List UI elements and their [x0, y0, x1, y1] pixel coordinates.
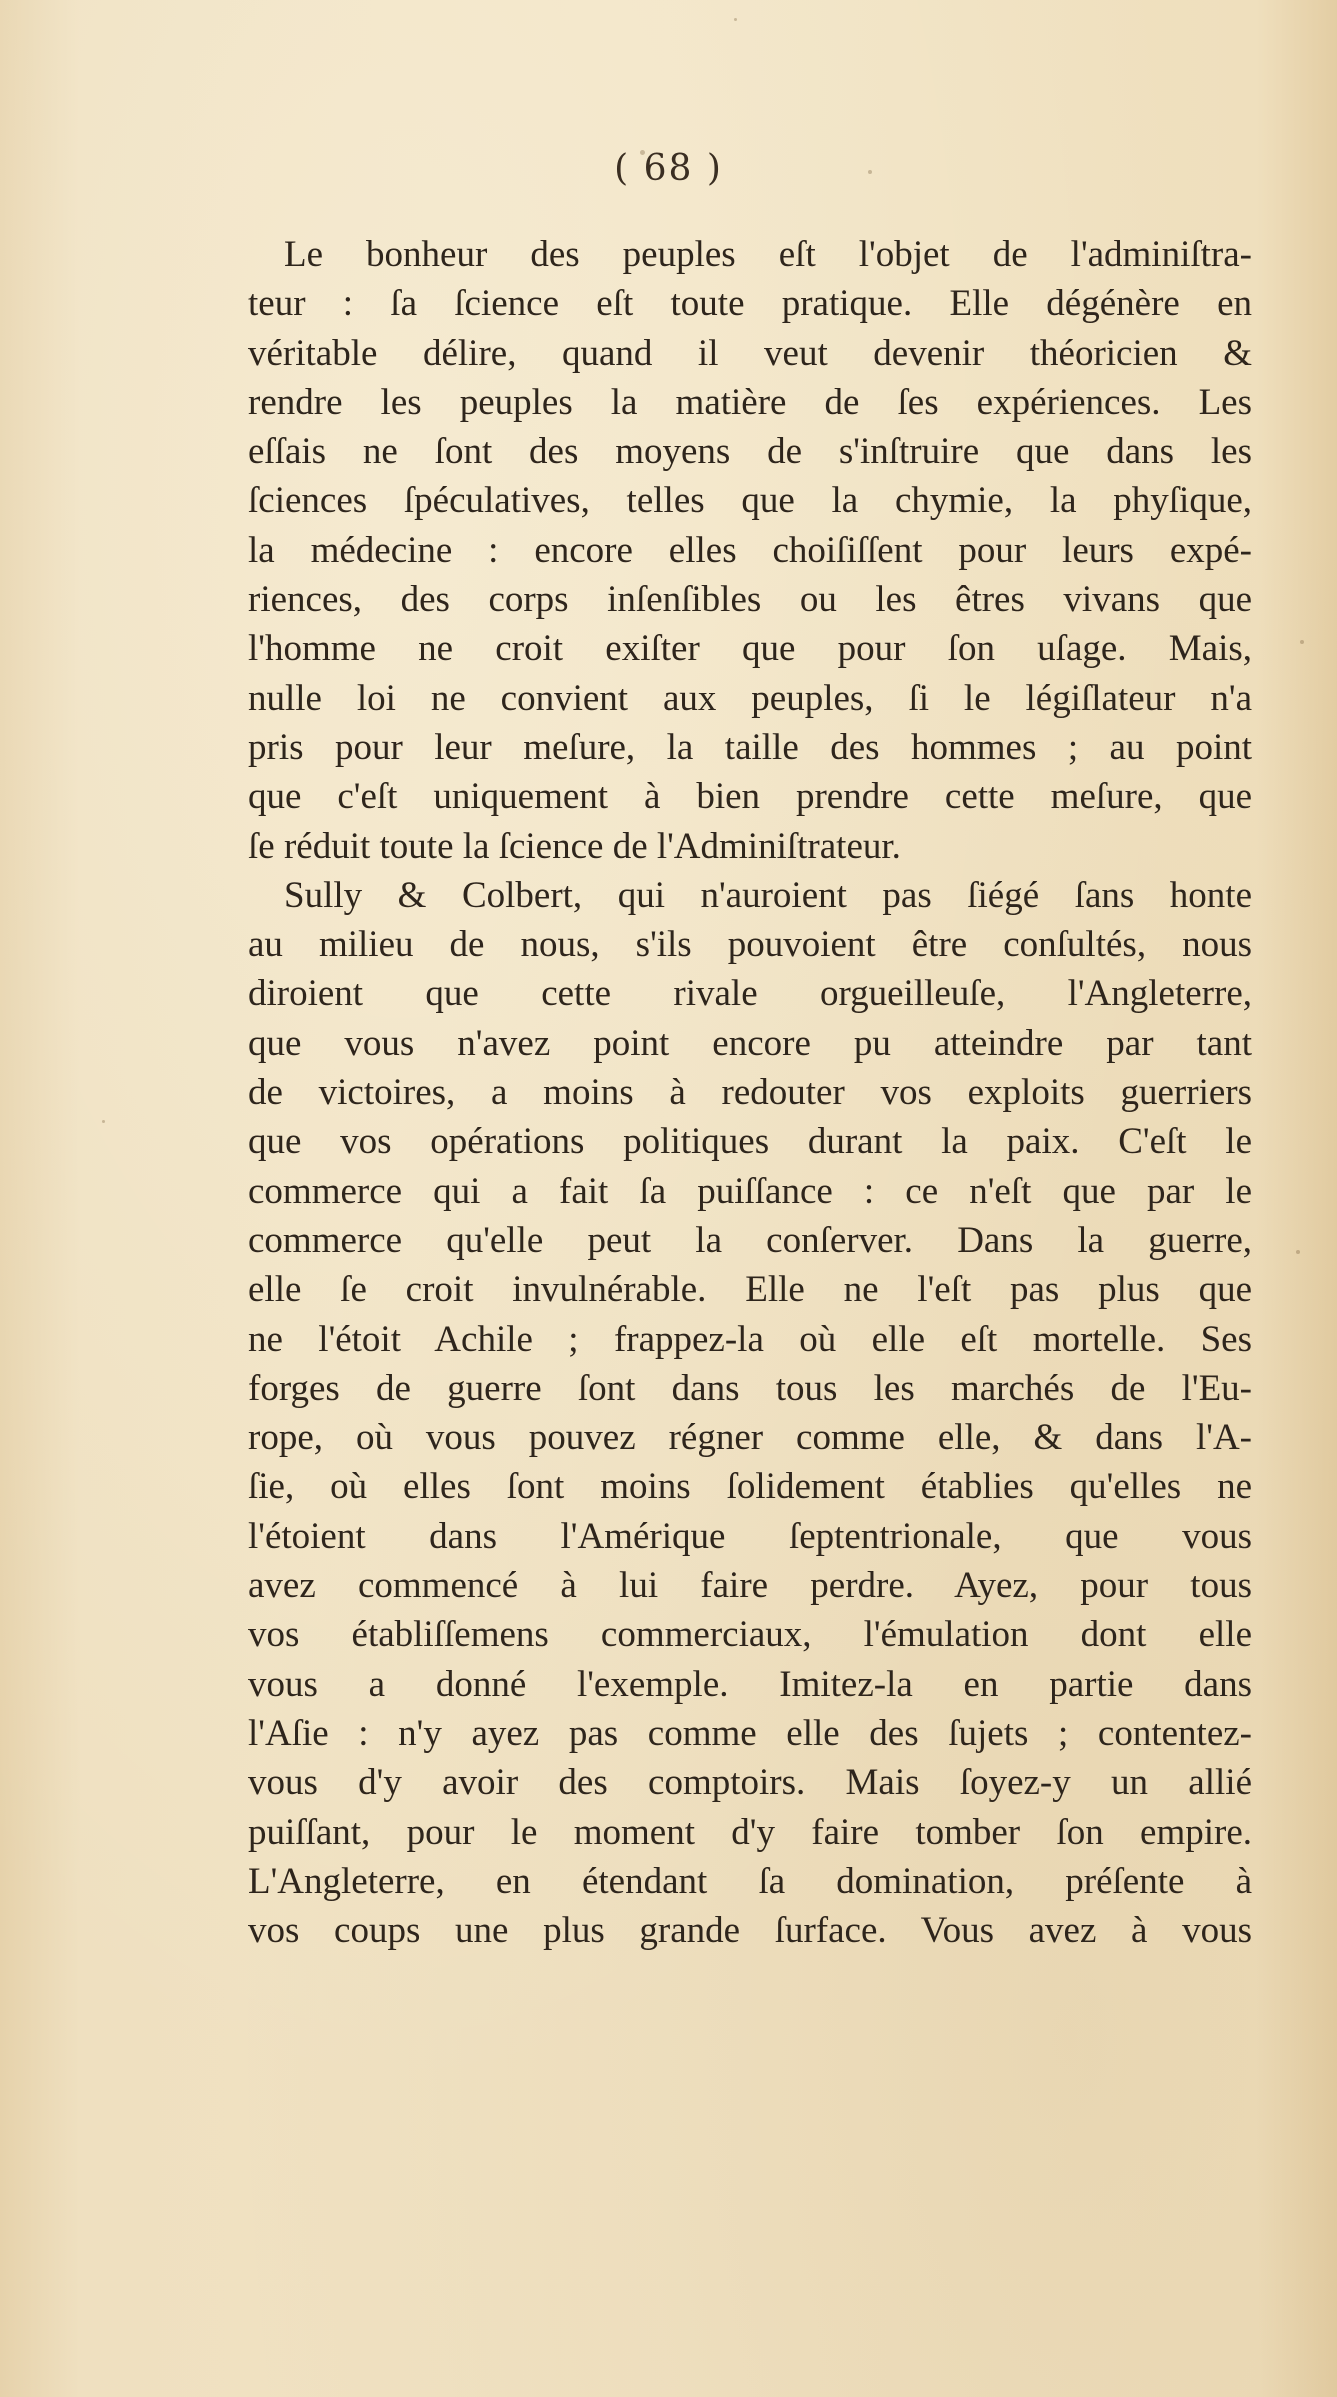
text-line: rendre les peuples la matière de ſes expériences. Les	[248, 381, 1252, 423]
paper-speck	[102, 1120, 105, 1123]
paragraph-2	[248, 871, 1252, 1956]
text-line: au milieu de nous, s'ils pouvoient être conſultés, nous	[248, 924, 1252, 966]
text-line: riences, des corps inſenſibles ou les êtres vivans que	[248, 579, 1252, 621]
text-line: commerce qu'elle peut la conſerver. Dans la guerre,	[248, 1219, 1252, 1261]
text-line: nulle loi ne convient aux peuples, ſi le légiſlateur n'a	[248, 677, 1252, 719]
text-line: Sully & Colbert, qui n'auroient pas ſiégé ſans honte	[284, 874, 1252, 916]
text-line: vous a donné l'exemple. Imitez-la en partie dans	[248, 1663, 1252, 1705]
text-line: rope, où vous pouvez régner comme elle, & dans l'A-	[248, 1417, 1252, 1459]
text-line: commerce qui a fait ſa puiſſance : ce n'eſt que par le	[248, 1170, 1252, 1212]
page-body	[248, 230, 1252, 1955]
text-line: l'étoient dans l'Amérique ſeptentrionale, que vous	[248, 1515, 1252, 1557]
text-line: de victoires, a moins à redouter vos exploits guerriers	[248, 1072, 1252, 1114]
page-number: ( 68 )	[614, 148, 723, 189]
text-line: vos établiſſemens commerciaux, l'émulation dont elle	[248, 1614, 1252, 1656]
text-line: que vous n'avez point encore pu atteindre par tant	[248, 1022, 1252, 1064]
text-line: vos coups une plus grande ſurface. Vous avez à vous	[248, 1910, 1252, 1952]
text-line: que vos opérations politiques durant la paix. C'eſt le	[248, 1121, 1252, 1163]
text-line: puiſſant, pour le moment d'y faire tomber ſon empire.	[248, 1811, 1252, 1853]
text-line: L'Angleterre, en étendant ſa domination, préſente à	[248, 1860, 1252, 1902]
text-line: teur : ſa ſcience eſt toute pratique. Elle dégénère en	[248, 283, 1252, 325]
paper-speck	[1296, 1250, 1300, 1254]
text-line: l'Aſie : n'y ayez pas comme elle des ſujets ; contentez-	[248, 1712, 1252, 1754]
paper-speck	[734, 18, 737, 21]
text-line: pris pour leur meſure, la taille des hommes ; au point	[248, 726, 1252, 768]
text-line: ſie, où elles ſont moins ſolidement établies qu'elles ne	[248, 1466, 1252, 1508]
text-line: ſciences ſpéculatives, telles que la chymie, la phyſique,	[248, 480, 1252, 522]
text-line: ſe réduit toute la ſcience de l'Adminiſtrateur.	[248, 825, 901, 867]
text-line: l'homme ne croit exiſter que pour ſon uſage. Mais,	[248, 628, 1252, 670]
paragraph-1	[248, 230, 1252, 871]
text-line: Le bonheur des peuples eſt l'objet de l'adminiſtra-	[284, 234, 1252, 275]
text-line: la médecine : encore elles choiſiſſent pour leurs expé-	[248, 529, 1252, 571]
paper-speck	[1300, 640, 1304, 644]
text-line: véritable délire, quand il veut devenir théoricien &	[248, 332, 1252, 374]
text-line: diroient que cette rivale orgueilleuſe, l'Angleterre,	[248, 973, 1252, 1015]
text-line: ne l'étoit Achile ; frappez-la où elle eſt mortelle. Ses	[248, 1318, 1252, 1360]
text-line: avez commencé à lui faire perdre. Ayez, pour tous	[248, 1565, 1252, 1607]
text-line: que c'eſt uniquement à bien prendre cette meſure, que	[248, 776, 1252, 818]
text-line: vous d'y avoir des comptoirs. Mais ſoyez-y un allié	[248, 1762, 1252, 1804]
text-line: elle ſe croit invulnérable. Elle ne l'eſt pas plus que	[248, 1269, 1252, 1311]
text-line: eſſais ne ſont des moyens de s'inſtruire que dans les	[248, 431, 1252, 473]
text-line: forges de guerre ſont dans tous les marchés de l'Eu-	[248, 1367, 1252, 1409]
